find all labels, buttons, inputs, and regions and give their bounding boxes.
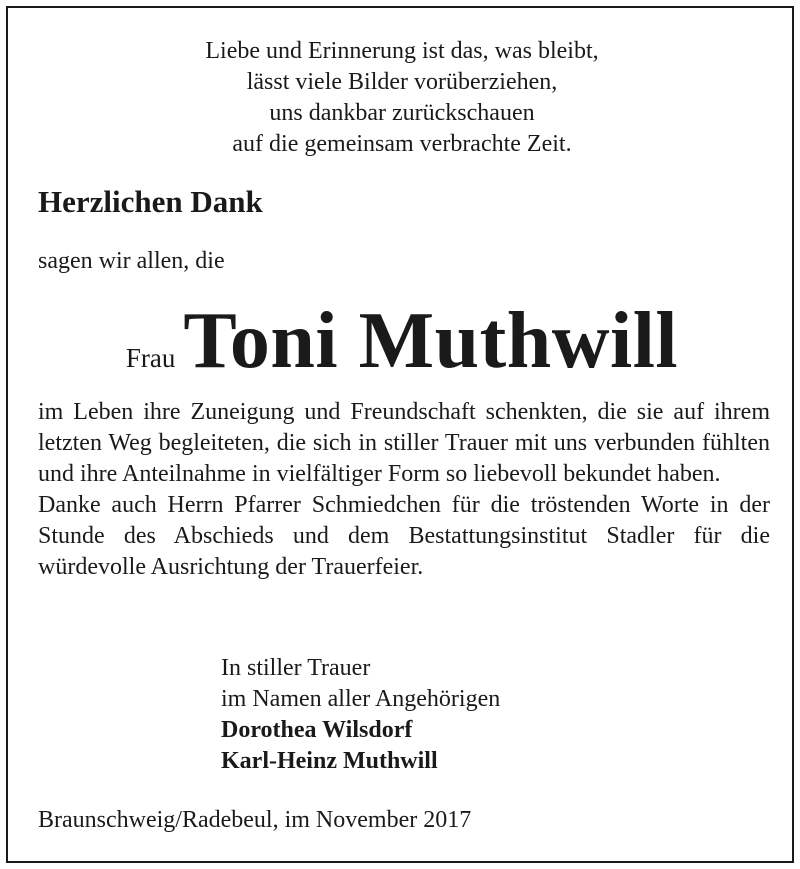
body-paragraph-1: im Leben ihre Zuneigung und Freundschaft schenkten, die sie auf ihrem letzten Weg begleiteten, die sich in stiller Trauer mit uns verbunden fühlten und ihre Anteilnahme in vielfältiger Form so liebevoll bekundet haben. [38,399,770,487]
notice-frame [6,6,794,863]
poem-line: Liebe und Erinnerung ist das, was bleibt, [205,38,599,64]
place-and-date: Braunschweig/Radebeul, im November 2017 [38,807,472,833]
deceased-name: Toni Muthwill [183,297,679,385]
signatory-name: Karl-Heinz Muthwill [221,748,438,774]
thanks-heading: Herzlichen Dank [38,184,263,219]
deceased-name-line [8,296,796,387]
poem-line: auf die gemeinsam verbrachte Zeit. [232,131,572,157]
intro-text: sagen wir allen, die [38,248,225,274]
signatory-name: Dorothea Wilsdorf [221,717,413,743]
signature-line-mourning: In stiller Trauer [221,655,371,681]
thanks-body [38,397,770,583]
signature-line-family: im Namen aller Angehörigen [221,686,501,712]
signature-block [221,653,500,777]
poem-line: uns dankbar zurückschauen [269,100,535,126]
name-prefix: Frau [125,343,176,373]
body-paragraph-2: Danke auch Herrn Pfarrer Schmiedchen für die tröstenden Worte in der Stunde des Abschieds und dem Bestattungsinstitut Stadler für die würdevolle Ausrichtung der Trauerfeier. [38,492,770,580]
memorial-poem [8,36,796,160]
poem-line: lässt viele Bilder vorüberziehen, [246,69,558,95]
